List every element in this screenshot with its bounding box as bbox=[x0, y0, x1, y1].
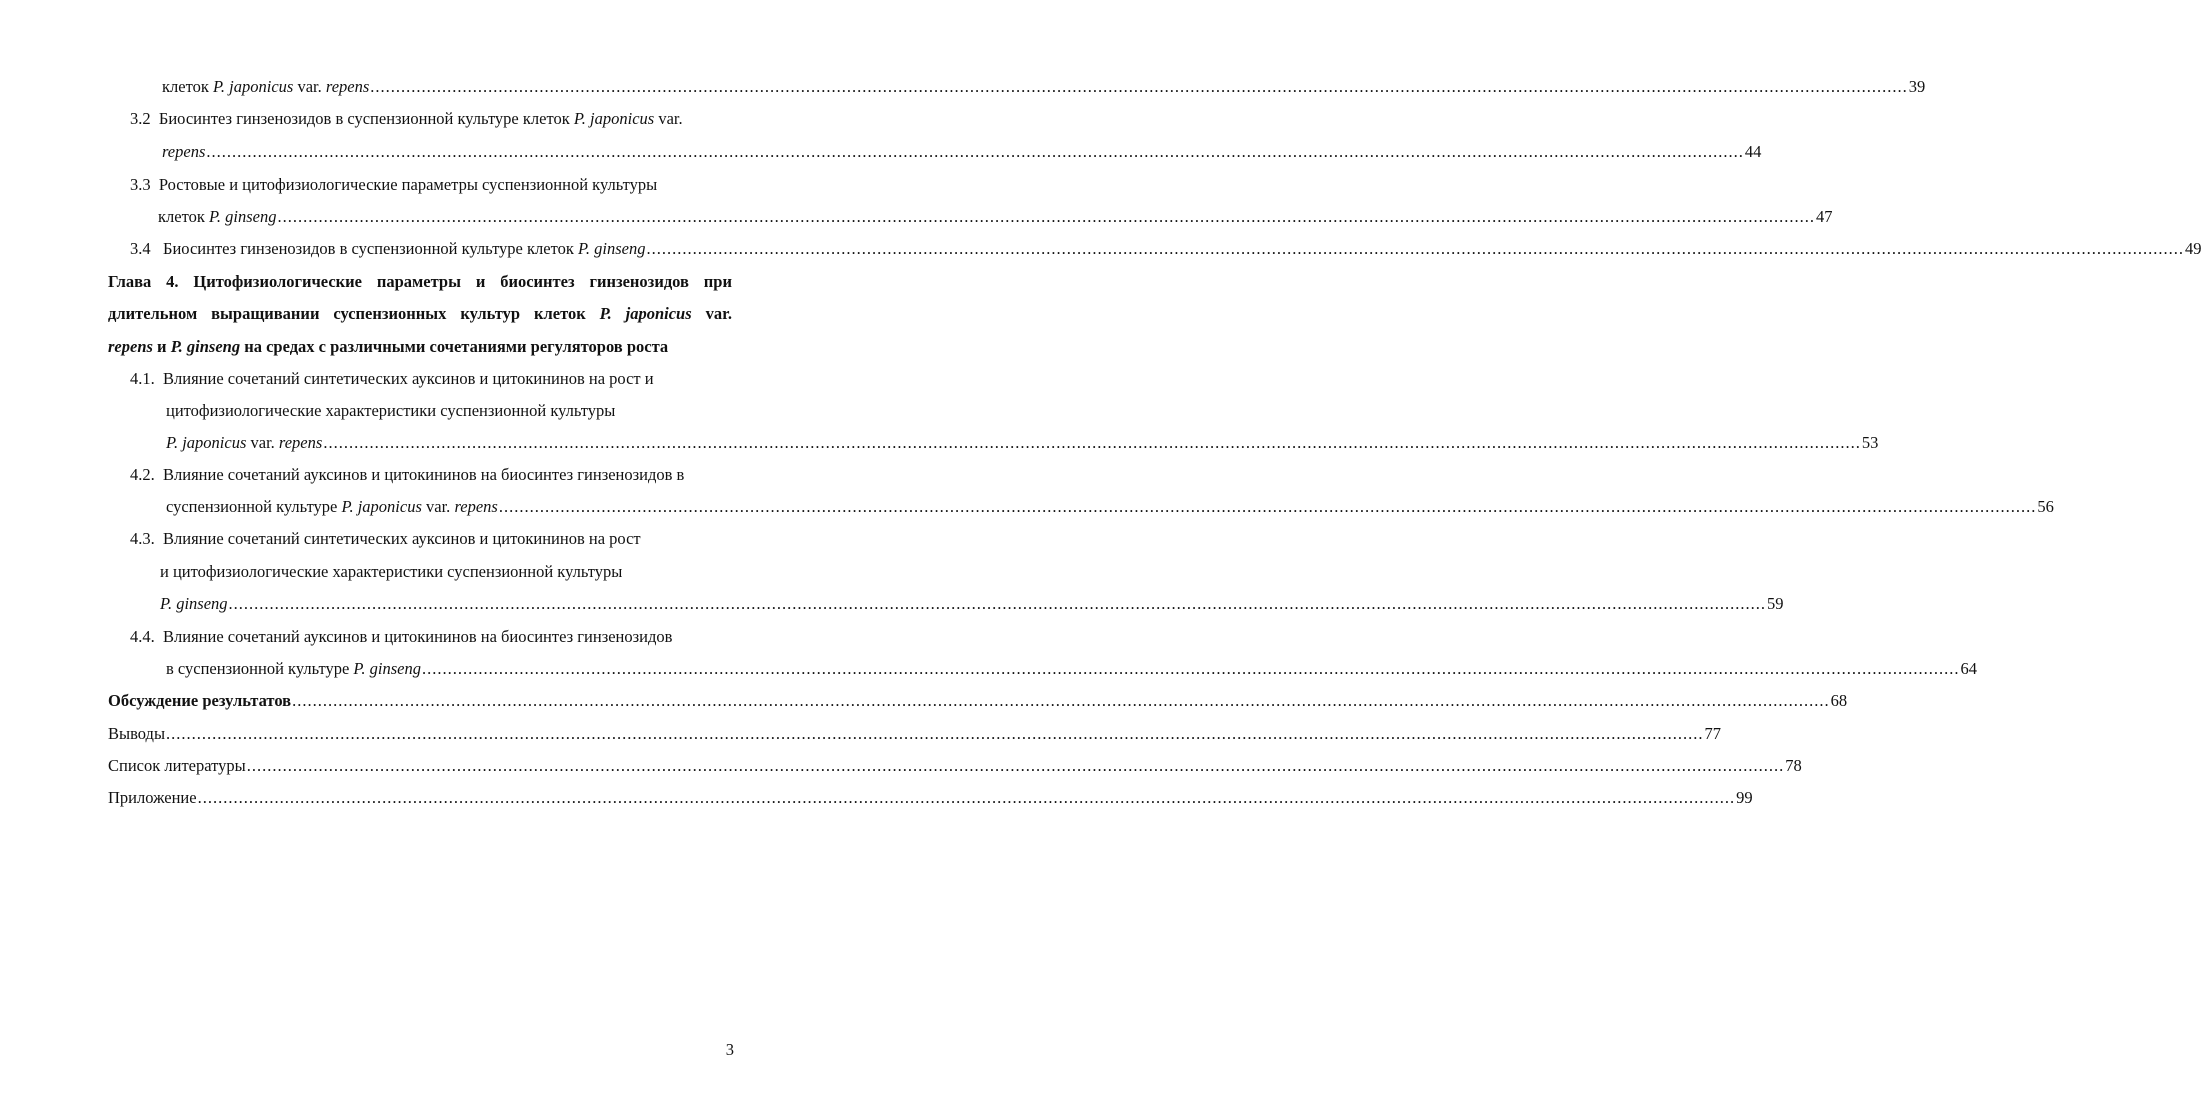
heading-word: биосинтез bbox=[500, 272, 575, 291]
entry-text: Ростовые и цитофизиологические параметры суспензионной культуры bbox=[158, 175, 658, 194]
entry-text: клеток bbox=[158, 207, 209, 226]
entry-text: Список литературы bbox=[108, 756, 246, 775]
dot-leader: ............................................................................................................................................................................................................................................................................................................ bbox=[228, 594, 1767, 613]
species-name: P. ginseng bbox=[208, 207, 277, 226]
page-ref: 68 bbox=[1830, 691, 1848, 710]
species-name: P. ginseng bbox=[160, 594, 228, 613]
heading-text: и bbox=[152, 337, 171, 356]
heading-word: гинзенозидов bbox=[589, 272, 689, 291]
entry-text: Приложение bbox=[108, 788, 197, 807]
toc-entry-conclusions bbox=[108, 722, 1722, 746]
toc-entry-4-1 bbox=[130, 367, 654, 391]
species-name: P. bbox=[599, 304, 612, 323]
toc-entry-4-1-line3 bbox=[166, 431, 1879, 455]
page-ref: 47 bbox=[1816, 207, 1833, 226]
toc-entry-discussion bbox=[108, 689, 1848, 713]
species-name: repens bbox=[278, 433, 323, 452]
species-name: P. ginseng bbox=[577, 239, 646, 258]
page-ref: 77 bbox=[1704, 724, 1722, 743]
section-number: 4.4. bbox=[130, 627, 155, 646]
entry-text: Выводы bbox=[108, 724, 166, 743]
section-number: 4.1. bbox=[130, 369, 155, 388]
dot-leader: ............................................................................................................................................................................................................................................................................................................ bbox=[206, 142, 1744, 161]
dot-leader: ............................................................................................................................................................................................................................................................................................................ bbox=[197, 788, 1736, 807]
page-ref: 64 bbox=[1960, 659, 1977, 678]
entry-text: Влияние сочетаний синтетических ауксинов и цитокининов на рост bbox=[163, 529, 641, 548]
species-name: P. japonicus bbox=[573, 109, 655, 128]
toc-entry-3-3 bbox=[130, 173, 657, 197]
species-name: P. japonicus bbox=[341, 497, 422, 516]
entry-text: Биосинтез гинзенозидов в суспензионной культуре клеток bbox=[158, 109, 574, 128]
page-ref: 59 bbox=[1767, 594, 1784, 613]
dot-leader: ............................................................................................................................................................................................................................................................................................................ bbox=[646, 239, 2184, 258]
chapter-4-heading-line2 bbox=[108, 302, 732, 326]
section-number: 4.2. bbox=[130, 465, 155, 484]
toc-entry-appendix bbox=[108, 786, 1753, 810]
species-name: japonicus bbox=[625, 304, 692, 323]
species-name: repens bbox=[454, 497, 498, 516]
entry-text: var. bbox=[246, 433, 279, 452]
entry-text: и цитофизиологические характеристики суспензионной культуры bbox=[160, 562, 623, 581]
entry-text: клеток bbox=[162, 77, 213, 96]
heading-word: суспензионных bbox=[333, 304, 447, 323]
section-number: 3.4 bbox=[130, 239, 151, 258]
toc-entry-4-3 bbox=[130, 527, 641, 551]
toc-entry-3-2 bbox=[130, 107, 683, 131]
toc-entry-4-3-line2 bbox=[160, 560, 622, 584]
page-ref: 44 bbox=[1744, 142, 1762, 161]
heading-word: параметры bbox=[376, 272, 461, 291]
toc-entry-4-3-line3 bbox=[160, 592, 1784, 616]
section-number: 3.3 bbox=[130, 175, 151, 194]
section-number: 4.3. bbox=[130, 529, 155, 548]
entry-text: Биосинтез гинзенозидов в суспензионной культуре клеток bbox=[163, 239, 578, 258]
dot-leader: ............................................................................................................................................................................................................................................................................................................ bbox=[277, 207, 1815, 226]
toc-entry-3-2-line2 bbox=[162, 140, 1762, 164]
page-ref: 56 bbox=[2037, 497, 2054, 516]
dot-leader: ............................................................................................................................................................................................................................................................................................................ bbox=[323, 433, 1861, 452]
dot-leader: ............................................................................................................................................................................................................................................................................................................ bbox=[421, 659, 1960, 678]
entry-text: в суспензионной культуре bbox=[166, 659, 354, 678]
toc-entry-4-1-line2 bbox=[166, 399, 615, 423]
toc-entry-4-2-line2 bbox=[166, 495, 2054, 519]
page-ref: 53 bbox=[1861, 433, 1879, 452]
dot-leader: ............................................................................................................................................................................................................................................................................................................ bbox=[246, 756, 1785, 775]
page-ref: 39 bbox=[1908, 77, 1926, 96]
heading-word: выращивании bbox=[211, 304, 320, 323]
toc-entry-4-2 bbox=[130, 463, 684, 487]
entry-text: var. bbox=[654, 109, 683, 128]
species-name: repens bbox=[162, 142, 206, 161]
species-name: P. japonicus bbox=[212, 77, 294, 96]
entry-text: var. bbox=[293, 77, 326, 96]
chapter-4-heading-line1 bbox=[108, 270, 732, 294]
heading-word: var. bbox=[705, 304, 732, 323]
toc-entry-4-4 bbox=[130, 625, 672, 649]
species-name: P. ginseng bbox=[170, 337, 241, 356]
heading-word: культур bbox=[460, 304, 521, 323]
entry-text: Влияние сочетаний синтетических ауксинов и цитокининов на рост и bbox=[163, 369, 654, 388]
heading-word: Глава bbox=[108, 272, 152, 291]
page-number: 3 bbox=[725, 1040, 734, 1059]
dot-leader: ............................................................................................................................................................................................................................................................................................................ bbox=[166, 724, 1704, 743]
entry-text: суспензионной культуре bbox=[166, 497, 342, 516]
entry-text: цитофизиологические характеристики суспензионной культуры bbox=[166, 401, 616, 420]
heading-text: на средах с различными сочетаниями регуляторов роста bbox=[240, 337, 669, 356]
chapter-4-heading-line3 bbox=[108, 335, 668, 359]
entry-text: Влияние сочетаний ауксинов и цитокининов на биосинтез гинзенозидов bbox=[163, 627, 673, 646]
heading-word: длительном bbox=[108, 304, 198, 323]
section-number: 3.2 bbox=[130, 109, 151, 128]
entry-text: Обсуждение результатов bbox=[108, 691, 292, 710]
entry-text: var. bbox=[421, 497, 455, 516]
dot-leader: ............................................................................................................................................................................................................................................................................................................ bbox=[292, 691, 1830, 710]
species-name: P. ginseng bbox=[353, 659, 421, 678]
toc-entry-references bbox=[108, 754, 1802, 778]
heading-word: клеток bbox=[534, 304, 586, 323]
species-name: repens bbox=[325, 77, 370, 96]
dot-leader: ............................................................................................................................................................................................................................................................................................................ bbox=[498, 497, 2037, 516]
species-name: repens bbox=[108, 337, 153, 356]
heading-word: Цитофизиологические bbox=[193, 272, 362, 291]
page-ref: 49 bbox=[2185, 239, 2202, 258]
page-ref: 99 bbox=[1736, 788, 1753, 807]
species-name: P. japonicus bbox=[166, 433, 247, 452]
entry-text: Влияние сочетаний ауксинов и цитокининов на биосинтез гинзенозидов в bbox=[163, 465, 685, 484]
toc-entry-3-1-tail bbox=[162, 75, 1926, 99]
heading-word: 4. bbox=[166, 272, 179, 291]
toc-entry-3-3-line2 bbox=[158, 205, 1833, 229]
heading-word: при bbox=[703, 272, 732, 291]
page-ref: 78 bbox=[1785, 756, 1802, 775]
heading-word: и bbox=[475, 272, 486, 291]
dot-leader: ............................................................................................................................................................................................................................................................................................................ bbox=[370, 77, 1908, 96]
toc-entry-3-4 bbox=[130, 237, 2202, 261]
toc-entry-4-4-line2 bbox=[166, 657, 1977, 681]
